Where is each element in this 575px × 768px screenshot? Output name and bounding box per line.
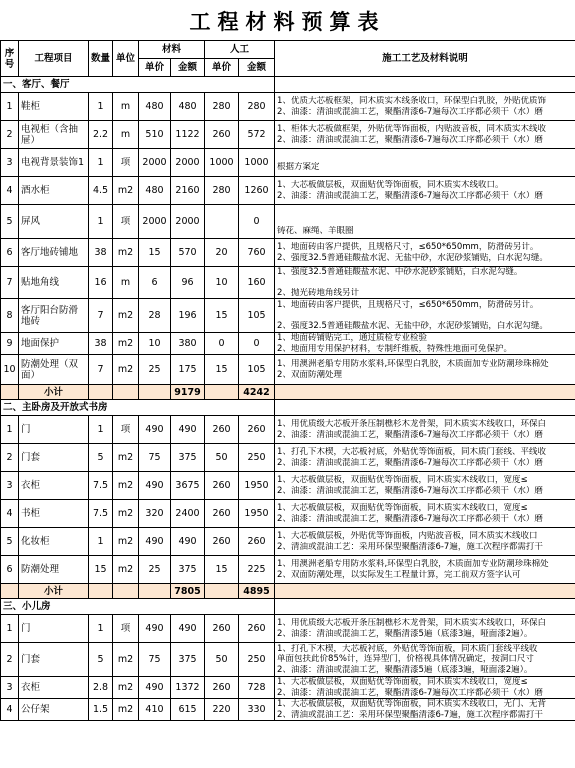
subtotal-mat-amount: 9179 [171, 385, 205, 400]
subtotal-blank [205, 584, 239, 599]
row-item: 衣柜 [19, 472, 89, 500]
row-item: 书柜 [19, 500, 89, 528]
row-mat-amount: 615 [171, 699, 205, 721]
process-line: 1、强度32.5普通硅酸盐水泥、中砂水泥砂浆铺贴，白水泥勾缝。 [277, 267, 523, 277]
row-mat-amount: 490 [171, 528, 205, 556]
row-lab-amount: 225 [239, 556, 275, 584]
row-lab-price: 260 [205, 121, 239, 149]
table-row [1, 677, 575, 699]
process-line: 2、双面防潮处理 [277, 369, 342, 380]
subtotal-blank [113, 584, 139, 599]
table-row [1, 444, 575, 472]
row-process [275, 177, 575, 205]
row-mat-amount: 490 [171, 615, 205, 643]
section-desc-cell [275, 400, 575, 416]
row-mat-price: 75 [139, 643, 171, 677]
table-row [1, 333, 575, 355]
header-qty: 数量 [89, 41, 113, 77]
header-seq: 序号 [1, 41, 19, 77]
process-line: 1、用优质级大芯板开条压制樵杉木龙骨架，同木质实木线收口，环保白 [277, 419, 546, 429]
row-lab-price: 50 [205, 643, 239, 677]
row-unit: m2 [113, 444, 139, 472]
row-lab-amount: 1950 [239, 500, 275, 528]
row-seq: 1 [1, 93, 19, 121]
row-item: 鞋柜 [19, 93, 89, 121]
row-process [275, 500, 575, 528]
header-mat-amount: 金额 [171, 59, 205, 77]
subtotal-blank [89, 385, 113, 400]
row-unit: m [113, 121, 139, 149]
row-lab-price: 15 [205, 355, 239, 385]
row-qty: 38 [89, 239, 113, 267]
process-line: 单面包扶此价85%计，连异型门，价格视具体情况确定，按洞口尺寸 [277, 654, 534, 665]
table-row [1, 121, 575, 149]
row-mat-price: 480 [139, 177, 171, 205]
process-line: 1、大芯板做层板，双面贴优等饰面板，同木质实木线收口，宽度≤ [277, 503, 528, 513]
subtotal-blank [205, 385, 239, 400]
row-lab-price: 15 [205, 299, 239, 333]
subtotal-mat-amount: 7805 [171, 584, 205, 599]
row-lab-amount: 280 [239, 93, 275, 121]
row-unit: m2 [113, 677, 139, 699]
subtotal-row [1, 385, 575, 400]
row-qty: 1 [89, 205, 113, 239]
section-title: 一、客厅、餐厅 [1, 77, 275, 93]
table-row [1, 699, 575, 721]
row-mat-amount: 2000 [171, 205, 205, 239]
row-qty: 7 [89, 355, 113, 385]
row-unit: m [113, 267, 139, 299]
row-item: 贴地角线 [19, 267, 89, 299]
row-mat-amount: 2400 [171, 500, 205, 528]
process-line: 2、强度32.5普通硅酸盐水泥、无盐中砂，水泥砂浆铺贴，白水泥勾缝。 [277, 252, 548, 263]
process-line: 2、清油或混油工艺：采用环保型聚酯清漆6-7遍，施工次程序都需打干 [277, 541, 543, 552]
row-qty: 15 [89, 556, 113, 584]
row-qty: 16 [89, 267, 113, 299]
row-seq: 4 [1, 699, 19, 721]
row-seq: 6 [1, 239, 19, 267]
row-lab-price: 15 [205, 556, 239, 584]
header-unit: 单位 [113, 41, 139, 77]
row-lab-amount: 260 [239, 416, 275, 444]
row-process [275, 93, 575, 121]
section-row [1, 77, 575, 93]
row-lab-amount: 105 [239, 299, 275, 333]
process-line: 2、油漆：清油或混油工艺，聚酯清漆6-7遍每次工序都必须干（水）磨 [277, 687, 543, 698]
process-line: 2、油漆：清油或混油工艺，聚酯清漆5遍（底漆3遍，哑面漆2遍）。 [277, 664, 533, 675]
row-lab-amount: 160 [239, 267, 275, 299]
process-line: 1、地面砖由客户提供，且规格尺寸，≤650*650mm，防滑砖另计。 [277, 300, 539, 310]
process-line: 1、大芯板做层板，外贴优等饰面板，内贴波音板，同木质实木线收口 [277, 531, 538, 541]
row-process [275, 556, 575, 584]
row-item: 防潮处理 [19, 556, 89, 584]
row-item: 客厅地砖铺地 [19, 239, 89, 267]
table-row [1, 472, 575, 500]
process-line: 2、油漆：清油或混油工艺，聚酯清漆6-7遍每次工序都必须干（水）磨 [277, 190, 543, 201]
process-line: 1、用澳洲老船专用防水浆料,环保型白乳胶，木质面加专业防潮珍珠棉处 [277, 559, 549, 569]
row-lab-amount: 0 [239, 333, 275, 355]
row-qty: 1.5 [89, 699, 113, 721]
subtotal-desc [275, 584, 575, 599]
row-mat-price: 320 [139, 500, 171, 528]
table-row [1, 93, 575, 121]
row-unit: m2 [113, 239, 139, 267]
row-mat-amount: 490 [171, 416, 205, 444]
row-process [275, 677, 575, 699]
row-item: 电视柜（含抽屉） [19, 121, 89, 149]
process-line [277, 206, 573, 216]
row-item: 门套 [19, 444, 89, 472]
row-seq: 4 [1, 500, 19, 528]
row-qty: 2.8 [89, 677, 113, 699]
row-mat-price: 25 [139, 556, 171, 584]
row-lab-price: 260 [205, 615, 239, 643]
row-lab-price: 280 [205, 177, 239, 205]
row-seq: 10 [1, 355, 19, 385]
row-unit: m2 [113, 177, 139, 205]
row-seq: 7 [1, 267, 19, 299]
row-unit: 项 [113, 205, 139, 239]
row-qty: 1 [89, 416, 113, 444]
row-item: 公仔架 [19, 699, 89, 721]
process-line: 2、地面用专用保护材料，专制纤维板，特殊性地面可免保护。 [277, 343, 512, 354]
process-line: 1、地面砖铺贴完工，通过质检专业检验 [277, 333, 427, 343]
row-seq: 3 [1, 472, 19, 500]
table-row [1, 615, 575, 643]
row-unit: m2 [113, 528, 139, 556]
process-line [277, 311, 573, 321]
row-unit: m2 [113, 643, 139, 677]
row-qty: 5 [89, 444, 113, 472]
row-mat-price: 10 [139, 333, 171, 355]
row-lab-price: 260 [205, 500, 239, 528]
row-lab-amount: 260 [239, 528, 275, 556]
row-mat-price: 15 [139, 239, 171, 267]
row-lab-price: 260 [205, 528, 239, 556]
row-lab-price: 50 [205, 444, 239, 472]
section-desc-cell [275, 77, 575, 93]
row-mat-price: 490 [139, 416, 171, 444]
row-lab-amount: 1000 [239, 149, 275, 177]
row-qty: 7 [89, 299, 113, 333]
row-lab-amount: 105 [239, 355, 275, 385]
row-mat-amount: 1122 [171, 121, 205, 149]
row-lab-amount: 728 [239, 677, 275, 699]
row-qty: 7.5 [89, 472, 113, 500]
row-qty: 5 [89, 643, 113, 677]
row-lab-price: 260 [205, 677, 239, 699]
row-item: 客厅阳台防滑地砖 [19, 299, 89, 333]
row-item: 门 [19, 615, 89, 643]
row-lab-price: 10 [205, 267, 239, 299]
row-process [275, 643, 575, 677]
row-mat-price: 410 [139, 699, 171, 721]
process-line [277, 278, 573, 288]
row-process [275, 267, 575, 299]
process-line: 2、抛光砖地角线另计 [277, 287, 359, 298]
table-row [1, 643, 575, 677]
subtotal-blank [113, 385, 139, 400]
row-lab-price [205, 205, 239, 239]
row-lab-amount: 250 [239, 643, 275, 677]
row-mat-amount: 2160 [171, 177, 205, 205]
row-unit: m2 [113, 355, 139, 385]
header-mat-price: 单价 [139, 59, 171, 77]
row-process [275, 699, 575, 721]
row-lab-amount: 1260 [239, 177, 275, 205]
process-line: 2、双面防潮处理，以实际发生工程量计算，完工前双方签字认可 [277, 569, 521, 580]
process-line: 1、大芯板做层板，双面贴优等饰面板，同木质实木线收口，无门、无背 [277, 699, 546, 709]
process-line: 铸花、麻绳、羊眼圈 [277, 226, 354, 237]
section-desc-cell [275, 599, 575, 615]
subtotal-lab-amount: 4895 [239, 584, 275, 599]
table-row [1, 500, 575, 528]
row-mat-amount: 375 [171, 643, 205, 677]
table-row [1, 205, 575, 239]
row-mat-price: 510 [139, 121, 171, 149]
row-mat-price: 490 [139, 677, 171, 699]
row-mat-price: 2000 [139, 149, 171, 177]
table-row [1, 267, 575, 299]
row-seq: 2 [1, 121, 19, 149]
row-mat-amount: 380 [171, 333, 205, 355]
row-item: 衣柜 [19, 677, 89, 699]
row-seq: 1 [1, 416, 19, 444]
row-process [275, 444, 575, 472]
row-mat-amount: 96 [171, 267, 205, 299]
section-title: 二、主卧房及开放式书房 [1, 400, 275, 416]
subtotal-spacer [1, 385, 19, 400]
table-row [1, 528, 575, 556]
subtotal-label: 小计 [19, 584, 89, 599]
row-qty: 1 [89, 93, 113, 121]
row-unit: m2 [113, 333, 139, 355]
process-line: 1、用澳洲老船专用防水浆料,环保型白乳胶，木质面加专业防潮珍珠棉处 [277, 359, 549, 369]
row-seq: 2 [1, 643, 19, 677]
row-unit: m2 [113, 699, 139, 721]
process-line: 1、打孔下木楔，大芯板衬底，外贴优等饰面板，同木质门套线、平线收 [277, 447, 546, 457]
subtotal-spacer [1, 584, 19, 599]
row-mat-price: 75 [139, 444, 171, 472]
row-lab-price: 20 [205, 239, 239, 267]
process-line: 2、油漆：清油或混油工艺，聚酯清漆6-7遍每次工序都必须干（水）磨 [277, 106, 543, 117]
process-line [277, 216, 573, 226]
row-item: 地面保护 [19, 333, 89, 355]
row-mat-amount: 196 [171, 299, 205, 333]
subtotal-blank [139, 385, 171, 400]
row-item: 门 [19, 416, 89, 444]
process-line: 2、强度32.5普通硅酸盐水泥、无盐中砂，水泥砂浆铺贴，白水泥勾缝。 [277, 320, 548, 331]
row-seq: 2 [1, 444, 19, 472]
row-process [275, 205, 575, 239]
process-line: 2、油漆：清油或混油工艺，聚酯清漆6-7遍每次工序都必须干（水）磨 [277, 485, 543, 496]
row-process [275, 615, 575, 643]
subtotal-row [1, 584, 575, 599]
row-item: 化妆柜 [19, 528, 89, 556]
row-item: 屏风 [19, 205, 89, 239]
row-seq: 9 [1, 333, 19, 355]
process-line: 2、油漆：清油或混油工艺，聚酯清漆5遍（底漆3遍，哑面漆2遍）。 [277, 628, 533, 639]
row-mat-price: 6 [139, 267, 171, 299]
process-line: 2、清油或混油工艺：采用环保型聚酯清漆6-7遍，施工次程序都需打干 [277, 709, 543, 720]
row-seq: 3 [1, 677, 19, 699]
row-item: 门套 [19, 643, 89, 677]
row-lab-price: 260 [205, 472, 239, 500]
row-lab-price: 1000 [205, 149, 239, 177]
row-lab-amount: 260 [239, 615, 275, 643]
row-qty: 1 [89, 528, 113, 556]
row-process [275, 355, 575, 385]
row-process [275, 528, 575, 556]
row-qty: 1 [89, 149, 113, 177]
subtotal-blank [89, 584, 113, 599]
process-line: 1、优质大芯板框架，同木质实木线条收口，环保型白乳胶，外贴优质饰 [277, 96, 546, 106]
row-seq: 1 [1, 615, 19, 643]
row-lab-amount: 1950 [239, 472, 275, 500]
row-mat-amount: 3675 [171, 472, 205, 500]
subtotal-blank [139, 584, 171, 599]
row-mat-price: 25 [139, 355, 171, 385]
process-line [277, 152, 573, 162]
row-seq: 5 [1, 528, 19, 556]
row-unit: 项 [113, 149, 139, 177]
row-mat-price: 490 [139, 615, 171, 643]
table-row [1, 355, 575, 385]
row-seq: 4 [1, 177, 19, 205]
process-line: 1、用优质级大芯板开条压制樵杉木龙骨架，同木质实木线收口，环保白 [277, 618, 546, 628]
row-lab-price: 0 [205, 333, 239, 355]
row-process [275, 299, 575, 333]
row-mat-amount: 375 [171, 556, 205, 584]
row-process [275, 121, 575, 149]
process-line: 1、大芯板做层板，双面贴优等饰面板，同木质实木线收口。 [277, 180, 504, 190]
process-line: 1、打孔下木楔，大芯板衬底，外贴优等饰面板，同木质门套线平线收 [277, 643, 538, 654]
row-lab-amount: 572 [239, 121, 275, 149]
section-row [1, 599, 575, 615]
row-mat-amount: 480 [171, 93, 205, 121]
row-lab-amount: 330 [239, 699, 275, 721]
table-row [1, 239, 575, 267]
row-mat-amount: 1372 [171, 677, 205, 699]
process-line: 2、油漆：清油或混油工艺，聚酯清漆6-7遍每次工序都必须干（水）磨 [277, 513, 543, 524]
table-row [1, 299, 575, 333]
subtotal-lab-amount: 4242 [239, 385, 275, 400]
header-lab-amount: 金额 [239, 59, 275, 77]
header-material: 材料 [139, 41, 205, 59]
row-lab-price: 280 [205, 93, 239, 121]
header-process: 施工工艺及材料说明 [275, 41, 575, 77]
row-process [275, 149, 575, 177]
table-row [1, 149, 575, 177]
row-lab-price: 260 [205, 416, 239, 444]
page-title: 工程材料预算表 [189, 10, 386, 34]
header-lab-price: 单价 [205, 59, 239, 77]
row-mat-amount: 2000 [171, 149, 205, 177]
process-line: 1、大芯板做层板，双面贴优等饰面板，同木质实木线收口，宽度≤ [277, 475, 528, 485]
row-seq: 5 [1, 205, 19, 239]
row-process [275, 472, 575, 500]
row-mat-price: 28 [139, 299, 171, 333]
row-unit: m [113, 93, 139, 121]
row-process [275, 416, 575, 444]
row-lab-amount: 250 [239, 444, 275, 472]
process-line: 1、地面砖由客户提供，且规格尺寸，≤650*650mm，防滑砖另计。 [277, 242, 539, 252]
row-qty: 4.5 [89, 177, 113, 205]
section-title: 三、小儿房 [1, 599, 275, 615]
header-item: 工程项目 [19, 41, 89, 77]
row-qty: 1 [89, 615, 113, 643]
row-lab-amount: 760 [239, 239, 275, 267]
row-unit: m2 [113, 299, 139, 333]
row-seq: 8 [1, 299, 19, 333]
row-unit: 项 [113, 416, 139, 444]
row-process [275, 333, 575, 355]
process-line: 2、油漆：清油或混油工艺，聚酯清漆6-7遍每次工序都必须干（水）磨 [277, 134, 543, 145]
process-line: 1、大芯板做层板，双面贴优等饰面板，同木质实木线收口，宽度≤ [277, 677, 528, 687]
header-labor: 人工 [205, 41, 275, 59]
budget-table [0, 40, 575, 721]
table-row [1, 177, 575, 205]
row-mat-price: 490 [139, 528, 171, 556]
process-line: 2、油漆：清油或混油工艺，聚酯清漆6-7遍每次工序都必须干（水）磨 [277, 429, 543, 440]
row-qty: 2.2 [89, 121, 113, 149]
subtotal-desc [275, 385, 575, 400]
row-mat-amount: 175 [171, 355, 205, 385]
row-mat-amount: 375 [171, 444, 205, 472]
row-process [275, 239, 575, 267]
row-unit: m2 [113, 556, 139, 584]
row-unit: 项 [113, 615, 139, 643]
row-qty: 7.5 [89, 500, 113, 528]
row-mat-price: 2000 [139, 205, 171, 239]
row-seq: 3 [1, 149, 19, 177]
table-row [1, 556, 575, 584]
row-mat-price: 490 [139, 472, 171, 500]
subtotal-label: 小计 [19, 385, 89, 400]
table-row [1, 416, 575, 444]
row-item: 防潮处理（双面） [19, 355, 89, 385]
row-qty: 38 [89, 333, 113, 355]
row-unit: m2 [113, 500, 139, 528]
row-lab-price: 220 [205, 699, 239, 721]
row-mat-price: 480 [139, 93, 171, 121]
row-lab-amount: 0 [239, 205, 275, 239]
row-seq: 6 [1, 556, 19, 584]
row-item: 酒水柜 [19, 177, 89, 205]
row-mat-amount: 570 [171, 239, 205, 267]
process-line: 2、油漆：清油或混油工艺，聚酯清漆6-7遍每次工序都必须干（水）磨 [277, 457, 543, 468]
section-row [1, 400, 575, 416]
process-line: 根据方案定 [277, 162, 320, 173]
process-line: 1、柜体大芯板做框架，外贴优等饰面板，内贴波音板，同木质实木线收 [277, 124, 546, 134]
row-unit: m2 [113, 472, 139, 500]
row-item: 电视背景装饰1 [19, 149, 89, 177]
